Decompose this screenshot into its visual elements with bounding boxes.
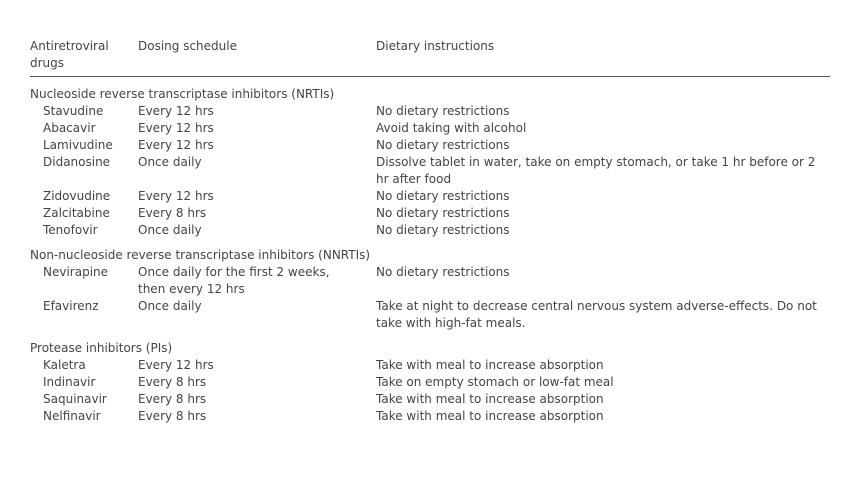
dosing-schedule: Every 12 hrs <box>138 358 214 372</box>
dosing-schedule: Once daily for the first 2 weeks, then every 12 hrs <box>138 265 330 296</box>
drug-name: Lamivudine <box>43 138 113 152</box>
dietary-instructions: Avoid taking with alcohol <box>376 121 527 135</box>
group-title-nnrtis: Non-nucleoside reverse transcriptase inhibitors (NNRTIs) <box>30 248 371 262</box>
dosing-schedule: Every 8 hrs <box>138 375 207 389</box>
drug-name: Efavirenz <box>43 299 99 313</box>
header-schedule: Dosing schedule <box>138 38 376 77</box>
dosing-schedule: Once daily <box>138 299 202 313</box>
dietary-instructions: Take on empty stomach or low-fat meal <box>376 375 614 389</box>
dietary-instructions: Dissolve tablet in water, take on empty stomach, or take 1 hr before or 2 hr after food <box>376 155 816 186</box>
dosing-schedule: Once daily <box>138 155 202 169</box>
drug-name: Nelfinavir <box>43 409 101 423</box>
dietary-instructions: No dietary restrictions <box>376 206 510 220</box>
drug-name: Saquinavir <box>43 392 107 406</box>
drug-name: Zalcitabine <box>43 206 110 220</box>
dosing-schedule: Every 12 hrs <box>138 189 214 203</box>
antiretroviral-table <box>30 38 830 425</box>
dietary-instructions: Take at night to decrease central nervous system adverse-effects. Do not take with high-fat meals. <box>376 299 817 330</box>
table-row <box>30 154 830 188</box>
dietary-instructions: Take with meal to increase absorption <box>376 358 604 372</box>
drug-name: Tenofovir <box>43 223 98 237</box>
group-heading-row <box>30 332 830 357</box>
group-title-pis: Protease inhibitors (PIs) <box>30 341 173 355</box>
dosing-schedule: Every 12 hrs <box>138 104 214 118</box>
drug-name: Nevirapine <box>43 265 109 279</box>
document <box>30 38 830 425</box>
table-row <box>30 103 830 120</box>
group-title-nrtis: Nucleoside reverse transcriptase inhibitors (NRTIs) <box>30 87 335 101</box>
drug-name: Indinavir <box>43 375 96 389</box>
header-diet: Dietary instructions <box>376 38 830 77</box>
drug-name: Zidovudine <box>43 189 111 203</box>
table-row <box>30 408 830 425</box>
dietary-instructions: No dietary restrictions <box>376 138 510 152</box>
dietary-instructions: No dietary restrictions <box>376 265 510 279</box>
header-drug: Antiretroviral drugs <box>30 38 138 77</box>
drug-name: Kaletra <box>43 358 86 372</box>
table-row <box>30 137 830 154</box>
table-row <box>30 205 830 222</box>
table-row <box>30 222 830 239</box>
drug-name: Didanosine <box>43 155 111 169</box>
dietary-instructions: No dietary restrictions <box>376 223 510 237</box>
table-row <box>30 357 830 374</box>
table-row <box>30 264 830 298</box>
dosing-schedule: Once daily <box>138 223 202 237</box>
drug-name: Stavudine <box>43 104 104 118</box>
dosing-schedule: Every 8 hrs <box>138 392 207 406</box>
table-row <box>30 391 830 408</box>
table-row <box>30 120 830 137</box>
dosing-schedule: Every 8 hrs <box>138 409 207 423</box>
dosing-schedule: Every 12 hrs <box>138 121 214 135</box>
table-row <box>30 188 830 205</box>
group-heading-row <box>30 77 830 104</box>
dosing-schedule: Every 12 hrs <box>138 138 214 152</box>
dosing-schedule: Every 8 hrs <box>138 206 207 220</box>
group-heading-row <box>30 239 830 264</box>
dietary-instructions: Take with meal to increase absorption <box>376 409 604 423</box>
dietary-instructions: No dietary restrictions <box>376 189 510 203</box>
dietary-instructions: No dietary restrictions <box>376 104 510 118</box>
table-row <box>30 298 830 332</box>
table-row <box>30 374 830 391</box>
header-row <box>30 38 830 77</box>
drug-name: Abacavir <box>43 121 96 135</box>
dietary-instructions: Take with meal to increase absorption <box>376 392 604 406</box>
